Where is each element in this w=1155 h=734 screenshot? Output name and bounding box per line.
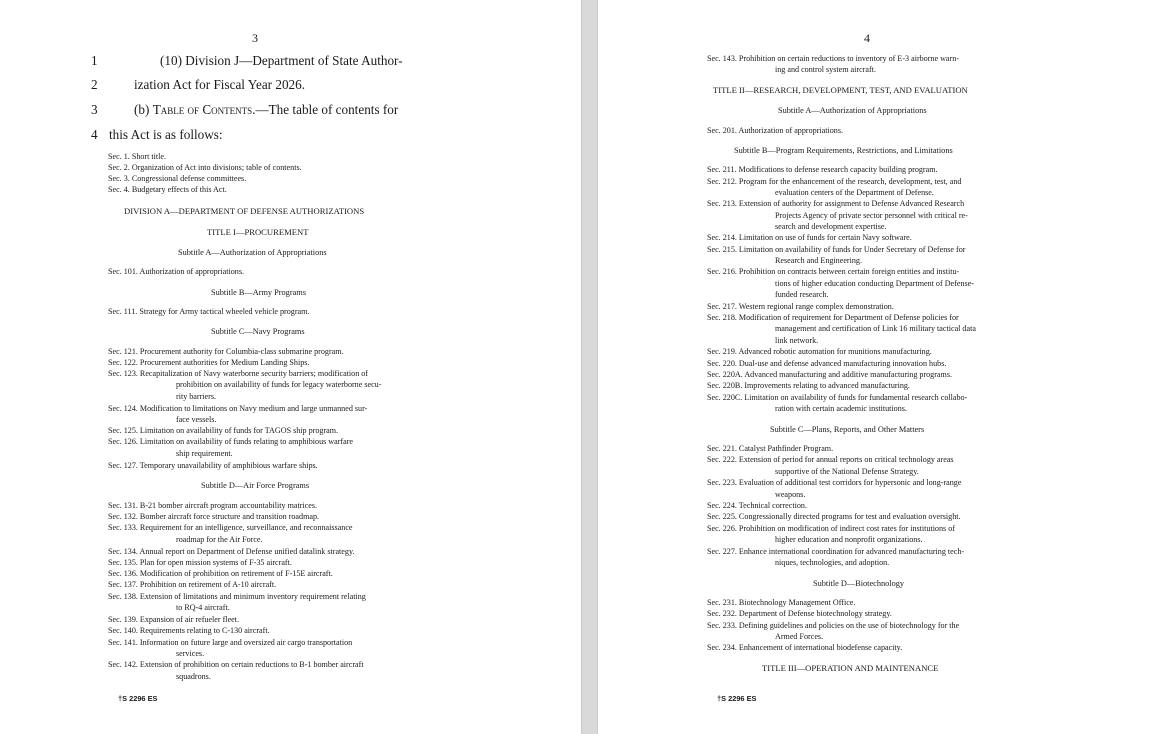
subtitle-heading: Subtitle B—Program Requirements, Restrictions, and Limitations — [734, 146, 953, 155]
toc-entry: Sec. 220A. Advanced manufacturing and additive manufacturing programs. — [707, 370, 952, 379]
toc-entry: Sec. 219. Advanced robotic automation for munitions manufacturing. — [707, 347, 932, 356]
toc-entry: Sec. 141. Information on future large and oversized air cargo transportation — [108, 638, 353, 647]
toc-entry: Sec. 216. Prohibition on contracts between certain foreign entities and institu- — [707, 267, 960, 276]
toc-entry: Sec. 134. Annual report on Department of Defense unified datalink strategy. — [108, 547, 355, 556]
body-line: this Act is as follows: — [109, 127, 223, 142]
toc-entry: Sec. 126. Limitation on availability of funds relating to amphibious warfare — [108, 437, 354, 446]
toc-entry-cont: roadmap for the Air Force. — [176, 535, 263, 544]
toc-entry: Sec. 233. Defining guidelines and policies on the use of biotechnology for the — [707, 621, 960, 630]
toc-entry: Sec. 211. Modifications to defense research capacity building program. — [707, 165, 938, 174]
toc-entry-cont: Research and Engineering. — [775, 256, 862, 265]
toc-entry-cont: tions of higher education conducting Department of Defense- — [775, 279, 974, 288]
subtitle-heading: Subtitle D—Air Force Programs — [201, 481, 310, 490]
toc-entry: Sec. 2. Organization of Act into divisions; table of contents. — [108, 163, 302, 172]
toc-entry-cont: weapons. — [775, 490, 806, 499]
title-heading: TITLE I—PROCUREMENT — [207, 227, 309, 237]
toc-entry: Sec. 232. Department of Defense biotechnology strategy. — [707, 609, 892, 618]
subtitle-heading: Subtitle B—Army Programs — [211, 288, 306, 297]
toc-entry: Sec. 225. Congressionally directed programs for test and evaluation oversight. — [707, 512, 961, 521]
toc-entry: Sec. 234. Enhancement of international biodefense capacity. — [707, 643, 903, 652]
toc-entry-cont: Projects Agency of private sector personnel with critical re- — [775, 211, 968, 220]
toc-entry: Sec. 4. Budgetary effects of this Act. — [108, 185, 227, 194]
page-number: 3 — [252, 31, 258, 45]
toc-entry: Sec. 136. Modification of prohibition on retirement of F-15E aircraft. — [108, 569, 333, 578]
subtitle-heading: Subtitle D—Biotechnology — [813, 579, 905, 588]
line-number: 3 — [91, 102, 98, 117]
toc-entry: Sec. 135. Plan for open mission systems of F-35 aircraft. — [108, 558, 292, 567]
toc-entry: Sec. 231. Biotechnology Management Office. — [707, 598, 856, 607]
toc-entry-cont: search and development expertise. — [775, 222, 887, 231]
toc-entry: Sec. 133. Requirement for an intelligence, surveillance, and reconnaissance — [108, 523, 353, 532]
toc-entry: Sec. 212. Program for the enhancement of the research, development, test, and — [707, 177, 962, 186]
toc-entry-cont: funded research. — [775, 290, 829, 299]
toc-entry: Sec. 201. Authorization of appropriations. — [707, 126, 843, 135]
toc-entry: Sec. 132. Bomber aircraft force structure and transition roadmap. — [108, 512, 320, 521]
toc-entry-cont: management and certification of Link 16 military tactical data — [775, 324, 976, 333]
toc-entry: Sec. 220. Dual-use and defense advanced manufacturing innovation hubs. — [707, 359, 947, 368]
subtitle-heading: Subtitle C—Plans, Reports, and Other Matters — [770, 425, 925, 434]
page-footer: †S 2296 ES — [717, 694, 757, 703]
toc-entry: Sec. 101. Authorization of appropriations. — [108, 267, 244, 276]
toc-entry: Sec. 3. Congressional defense committees. — [108, 174, 247, 183]
toc-entry: Sec. 214. Limitation on use of funds for certain Navy software. — [707, 233, 912, 242]
toc-entry-cont: ing and control system aircraft. — [775, 65, 876, 74]
toc-entry-cont: rity barriers. — [176, 392, 217, 401]
toc-entry: Sec. 137. Prohibition on retirement of A-10 aircraft. — [108, 580, 277, 589]
toc-entry: Sec. 124. Modification to limitations on Navy medium and large unmanned sur- — [108, 404, 368, 413]
toc-entry: Sec. 224. Technical correction. — [707, 501, 807, 510]
toc-entry-cont: ration with certain academic institutions. — [775, 404, 907, 413]
toc-entry-cont: to RQ-4 aircraft. — [176, 603, 230, 612]
toc-entry: Sec. 222. Extension of period for annual reports on critical technology areas — [707, 455, 954, 464]
toc-entry: Sec. 127. Temporary unavailability of amphibious warfare ships. — [108, 461, 318, 470]
toc-entry: Sec. 140. Requirements relating to C-130 aircraft. — [108, 626, 270, 635]
line-number: 2 — [91, 77, 98, 92]
toc-entry-cont: prohibition on availability of funds for legacy waterborne secu- — [176, 380, 382, 389]
toc-entry-cont: evaluation centers of the Department of Defense. — [775, 188, 934, 197]
toc-entry: Sec. 226. Prohibition on modification of indirect cost rates for institutions of — [707, 524, 955, 533]
toc-entry: Sec. 215. Limitation on availability of funds for Under Secretary of Defense for — [707, 245, 966, 254]
line-number: 4 — [91, 127, 98, 142]
page-number: 4 — [864, 31, 870, 45]
toc-entry: Sec. 218. Modification of requirement for Department of Defense policies for — [707, 313, 959, 322]
toc-entry-cont: link network. — [775, 336, 819, 345]
toc-entry: Sec. 227. Enhance international coordination for advanced manufacturing tech- — [707, 547, 965, 556]
toc-entry: Sec. 131. B-21 bomber aircraft program accountability matrices. — [108, 501, 318, 510]
toc-entry: Sec. 142. Extension of prohibition on certain reductions to B-1 bomber aircraft — [108, 660, 364, 669]
toc-entry-cont: face vessels. — [176, 415, 217, 424]
subtitle-heading: Subtitle A—Authorization of Appropriations — [178, 248, 327, 257]
toc-entry: Sec. 123. Recapitalization of Navy waterborne security barriers; modification of — [108, 369, 369, 378]
toc-entry: Sec. 139. Expansion of air refueler fleet. — [108, 615, 240, 624]
body-line: ization Act for Fiscal Year 2026. — [134, 77, 306, 92]
line-number: 1 — [91, 53, 98, 68]
toc-entry-cont: supportive of the National Defense Strategy. — [775, 467, 919, 476]
toc-entry: Sec. 220B. Improvements relating to advanced manufacturing. — [707, 381, 910, 390]
toc-entry: Sec. 1. Short title. — [108, 152, 166, 161]
toc-entry-cont: niques, technologies, and adoption. — [775, 558, 890, 567]
page-gap — [581, 0, 598, 734]
toc-entry: Sec. 125. Limitation on availability of funds for TAGOS ship program. — [108, 426, 339, 435]
toc-entry-cont: higher education and nonprofit organizations. — [775, 535, 923, 544]
title-heading: TITLE II—RESEARCH, DEVELOPMENT, TEST, AND EVALUATION — [713, 85, 968, 95]
toc-entry: Sec. 221. Catalyst Pathfinder Program. — [707, 444, 834, 453]
division-heading: DIVISION A—DEPARTMENT OF DEFENSE AUTHORIZATIONS — [124, 206, 365, 216]
subtitle-heading: Subtitle A—Authorization of Appropriations — [778, 106, 927, 115]
subtitle-heading: Subtitle C—Navy Programs — [211, 327, 305, 336]
toc-entry-cont: squadrons. — [176, 672, 211, 681]
document-page-right — [598, 0, 1155, 734]
toc-entry-cont: Armed Forces. — [775, 632, 824, 641]
toc-entry: Sec. 217. Western regional range complex demonstration. — [707, 302, 894, 311]
toc-entry: Sec. 111. Strategy for Army tactical wheeled vehicle program. — [108, 307, 310, 316]
toc-entry: Sec. 223. Evaluation of additional test corridors for hypersonic and long-range — [707, 478, 962, 487]
toc-entry: Sec. 143. Prohibition on certain reductions to inventory of E-3 airborne warn- — [707, 54, 959, 63]
title-heading: TITLE III—OPERATION AND MAINTENANCE — [762, 663, 939, 673]
toc-entry-cont: services. — [176, 649, 205, 658]
toc-entry: Sec. 220C. Limitation on availability of funds for fundamental research collabo- — [707, 393, 968, 402]
toc-entry-cont: ship requirement. — [176, 449, 233, 458]
page-footer: †S 2296 ES — [118, 694, 158, 703]
toc-entry: Sec. 121. Procurement authority for Columbia-class submarine program. — [108, 347, 344, 356]
body-line: (10) Division J—Department of State Author- — [160, 53, 403, 68]
toc-entry: Sec. 213. Extension of authority for assignment to Defense Advanced Research — [707, 199, 965, 208]
body-line: (b) Table of Contents.—The table of contents for — [134, 102, 399, 117]
toc-entry: Sec. 138. Extension of limitations and minimum inventory requirement relating — [108, 592, 366, 601]
toc-entry: Sec. 122. Procurement authorities for Medium Landing Ships. — [108, 358, 310, 367]
